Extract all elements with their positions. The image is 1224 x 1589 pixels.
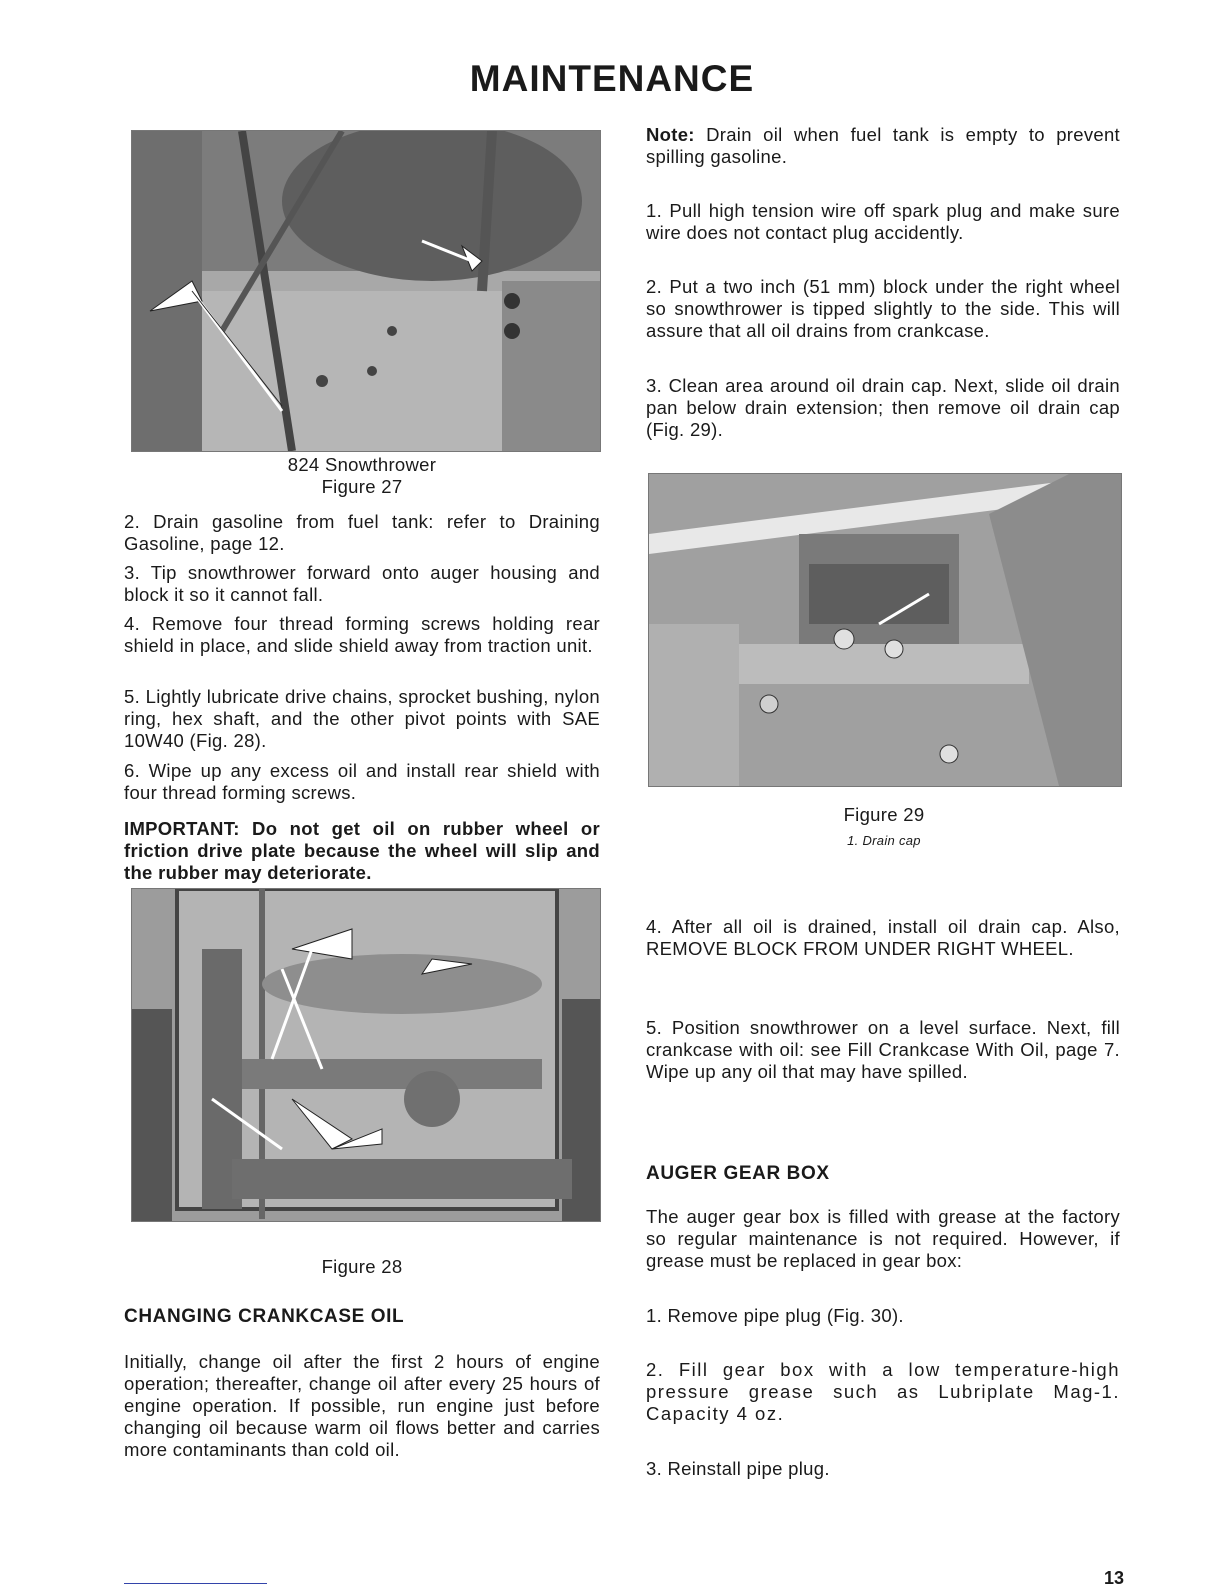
- page-title: MAINTENANCE: [469, 58, 755, 99]
- gearbox-heading: AUGER GEAR BOX: [646, 1163, 830, 1184]
- right-step-2: 2. Put a two inch (51 mm) block under the right wheel so snowthrower is tipped slightly to the side. This will assure that all oil drains from crankcase.: [646, 276, 1120, 341]
- figure-28-caption: Figure 28: [321, 1256, 403, 1277]
- right-step-3: 3. Clean area around oil drain cap. Next, slide oil drain pan below drain extension; then remove oil drain cap (Fig. 29).: [646, 375, 1120, 440]
- figure-29-photo: [648, 473, 1122, 787]
- note-label: Note:: [646, 124, 695, 145]
- figure-29-legend: 1. Drain cap: [847, 833, 921, 848]
- note-text: Drain oil when fuel tank is empty to prevent spilling gasoline.: [646, 124, 1120, 167]
- crankcase-text: Initially, change oil after the first 2 hours of engine operation; thereafter, change oil after every 25 hours of engine operation. If possible, run engine just before changing oil because warm oil flows better and carries more contaminants than cold oil.: [124, 1351, 600, 1460]
- right-step-4: 4. After all oil is drained, install oil drain cap. Also, REMOVE BLOCK FROM UNDER RIGHT WHEEL.: [646, 916, 1120, 959]
- gearbox-step-1: 1. Remove pipe plug (Fig. 30).: [646, 1305, 904, 1326]
- important-note: IMPORTANT: Do not get oil on rubber wheel or friction drive plate because the wheel will slip and the rubber may deteriorate.: [124, 818, 600, 883]
- gearbox-text: The auger gear box is filled with grease at the factory so regular maintenance is not required. However, if grease must be replaced in gear box:: [646, 1206, 1120, 1271]
- figure-28-photo: [131, 888, 601, 1222]
- left-step-3: 3. Tip snowthrower forward onto auger housing and block it so it cannot fall.: [124, 562, 600, 605]
- left-step-4: 4. Remove four thread forming screws holding rear shield in place, and slide shield away from traction unit.: [124, 613, 600, 656]
- crankcase-heading: CHANGING CRANKCASE OIL: [124, 1306, 405, 1327]
- right-step-1: 1. Pull high tension wire off spark plug and make sure wire does not contact plug accidently.: [646, 200, 1120, 243]
- figure-27-caption: 824 Snowthrower Figure 27: [287, 454, 437, 497]
- left-step-2: 2. Drain gasoline from fuel tank: refer to Draining Gasoline, page 12.: [124, 511, 600, 554]
- gearbox-step-2: 2. Fill gear box with a low temperature-high pressure grease such as Lubriplate Mag-1. Capacity 4 oz.: [646, 1359, 1120, 1424]
- page-number: 13: [1103, 1568, 1124, 1588]
- gearbox-step-3: 3. Reinstall pipe plug.: [646, 1458, 830, 1479]
- figure-29-caption: Figure 29: [843, 804, 925, 825]
- figure-27-photo: [131, 130, 601, 452]
- right-step-5: 5. Position snowthrower on a level surface. Next, fill crankcase with oil: see Fill Crankcase With Oil, page 7. Wipe up any oil that may have spilled.: [646, 1017, 1120, 1082]
- left-step-5: 5. Lightly lubricate drive chains, sprocket bushing, nylon ring, hex shaft, and the other pivot points with SAE 10W40 (Fig. 28).: [124, 686, 600, 751]
- left-step-6: 6. Wipe up any excess oil and install rear shield with four thread forming screws.: [124, 760, 600, 803]
- drain-note: [646, 124, 1120, 168]
